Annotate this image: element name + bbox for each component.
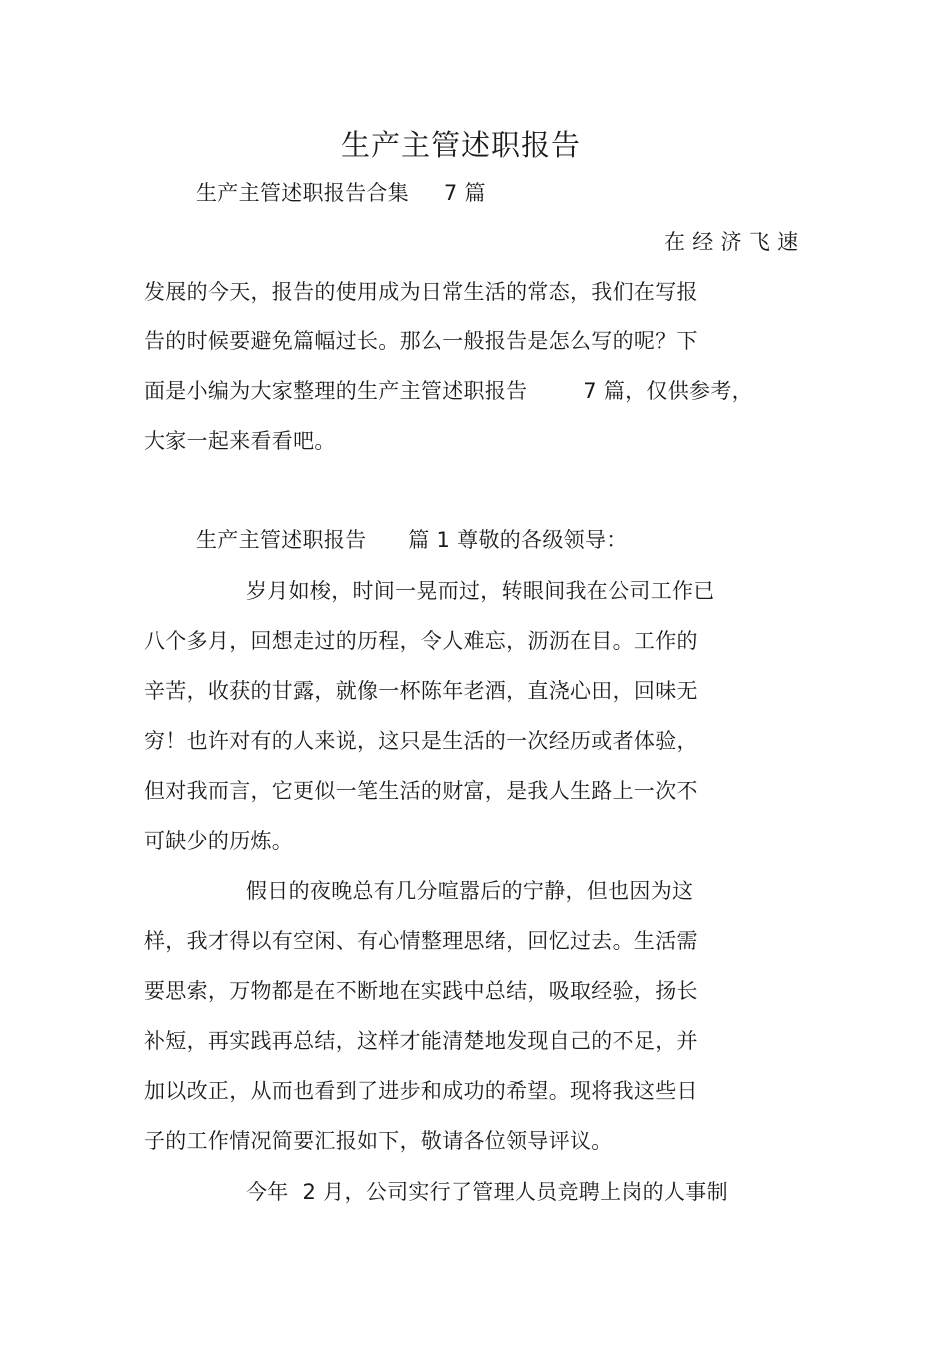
- intro-line: 面是小编为大家整理的生产主管述职报告 7 篇，仅供参考，: [144, 379, 753, 403]
- intro-line: 发展的今天，报告的使用成为日常生活的常态，我们在写报: [144, 280, 698, 304]
- paragraph-line: 穷！也许对有的人来说，这只是生活的一次经历或者体验，: [144, 729, 698, 753]
- intro-line: 大家一起来看看吧。: [144, 429, 336, 453]
- paragraph-line: 今年 2 月，公司实行了管理人员竞聘上岗的人事制: [246, 1180, 728, 1204]
- paragraph-line: 加以改正，从而也看到了进步和成功的希望。现将我这些日: [144, 1079, 698, 1103]
- intro-line: 在 经 济 飞 速: [664, 230, 799, 254]
- document-subtitle: 生产主管述职报告合集 7 篇: [196, 181, 486, 205]
- paragraph-line: 但对我而言，它更似一笔生活的财富，是我人生路上一次不: [144, 779, 698, 803]
- paragraph-line: 辛苦，收获的甘露，就像一杯陈年老酒，直浇心田，回味无: [144, 679, 698, 703]
- paragraph-line: 可缺少的历炼。: [144, 829, 294, 853]
- paragraph-line: 要思索，万物都是在不断地在实践中总结，吸取经验，扬长: [144, 979, 698, 1003]
- paragraph-line: 子的工作情况简要汇报如下，敬请各位领导评议。: [144, 1129, 613, 1153]
- paragraph-line: 补短，再实践再总结，这样才能清楚地发现自己的不足，并: [144, 1029, 698, 1053]
- document-title: 生产主管述职报告: [340, 128, 581, 162]
- paragraph-line: 岁月如梭，时间一晃而过，转眼间我在公司工作已: [246, 579, 715, 603]
- paragraph-line: 假日的夜晚总有几分喧嚣后的宁静，但也因为这: [246, 879, 694, 903]
- paragraph-line: 八个多月，回想走过的历程，令人难忘，沥沥在目。工作的: [144, 629, 698, 653]
- paragraph-line: 样，我才得以有空闲、有心情整理思绪，回忆过去。生活需: [144, 929, 698, 953]
- section-heading: 生产主管述职报告 篇 1 尊敬的各级领导：: [196, 528, 628, 552]
- intro-line: 告的时候要避免篇幅过长。那么一般报告是怎么写的呢？下: [144, 329, 698, 353]
